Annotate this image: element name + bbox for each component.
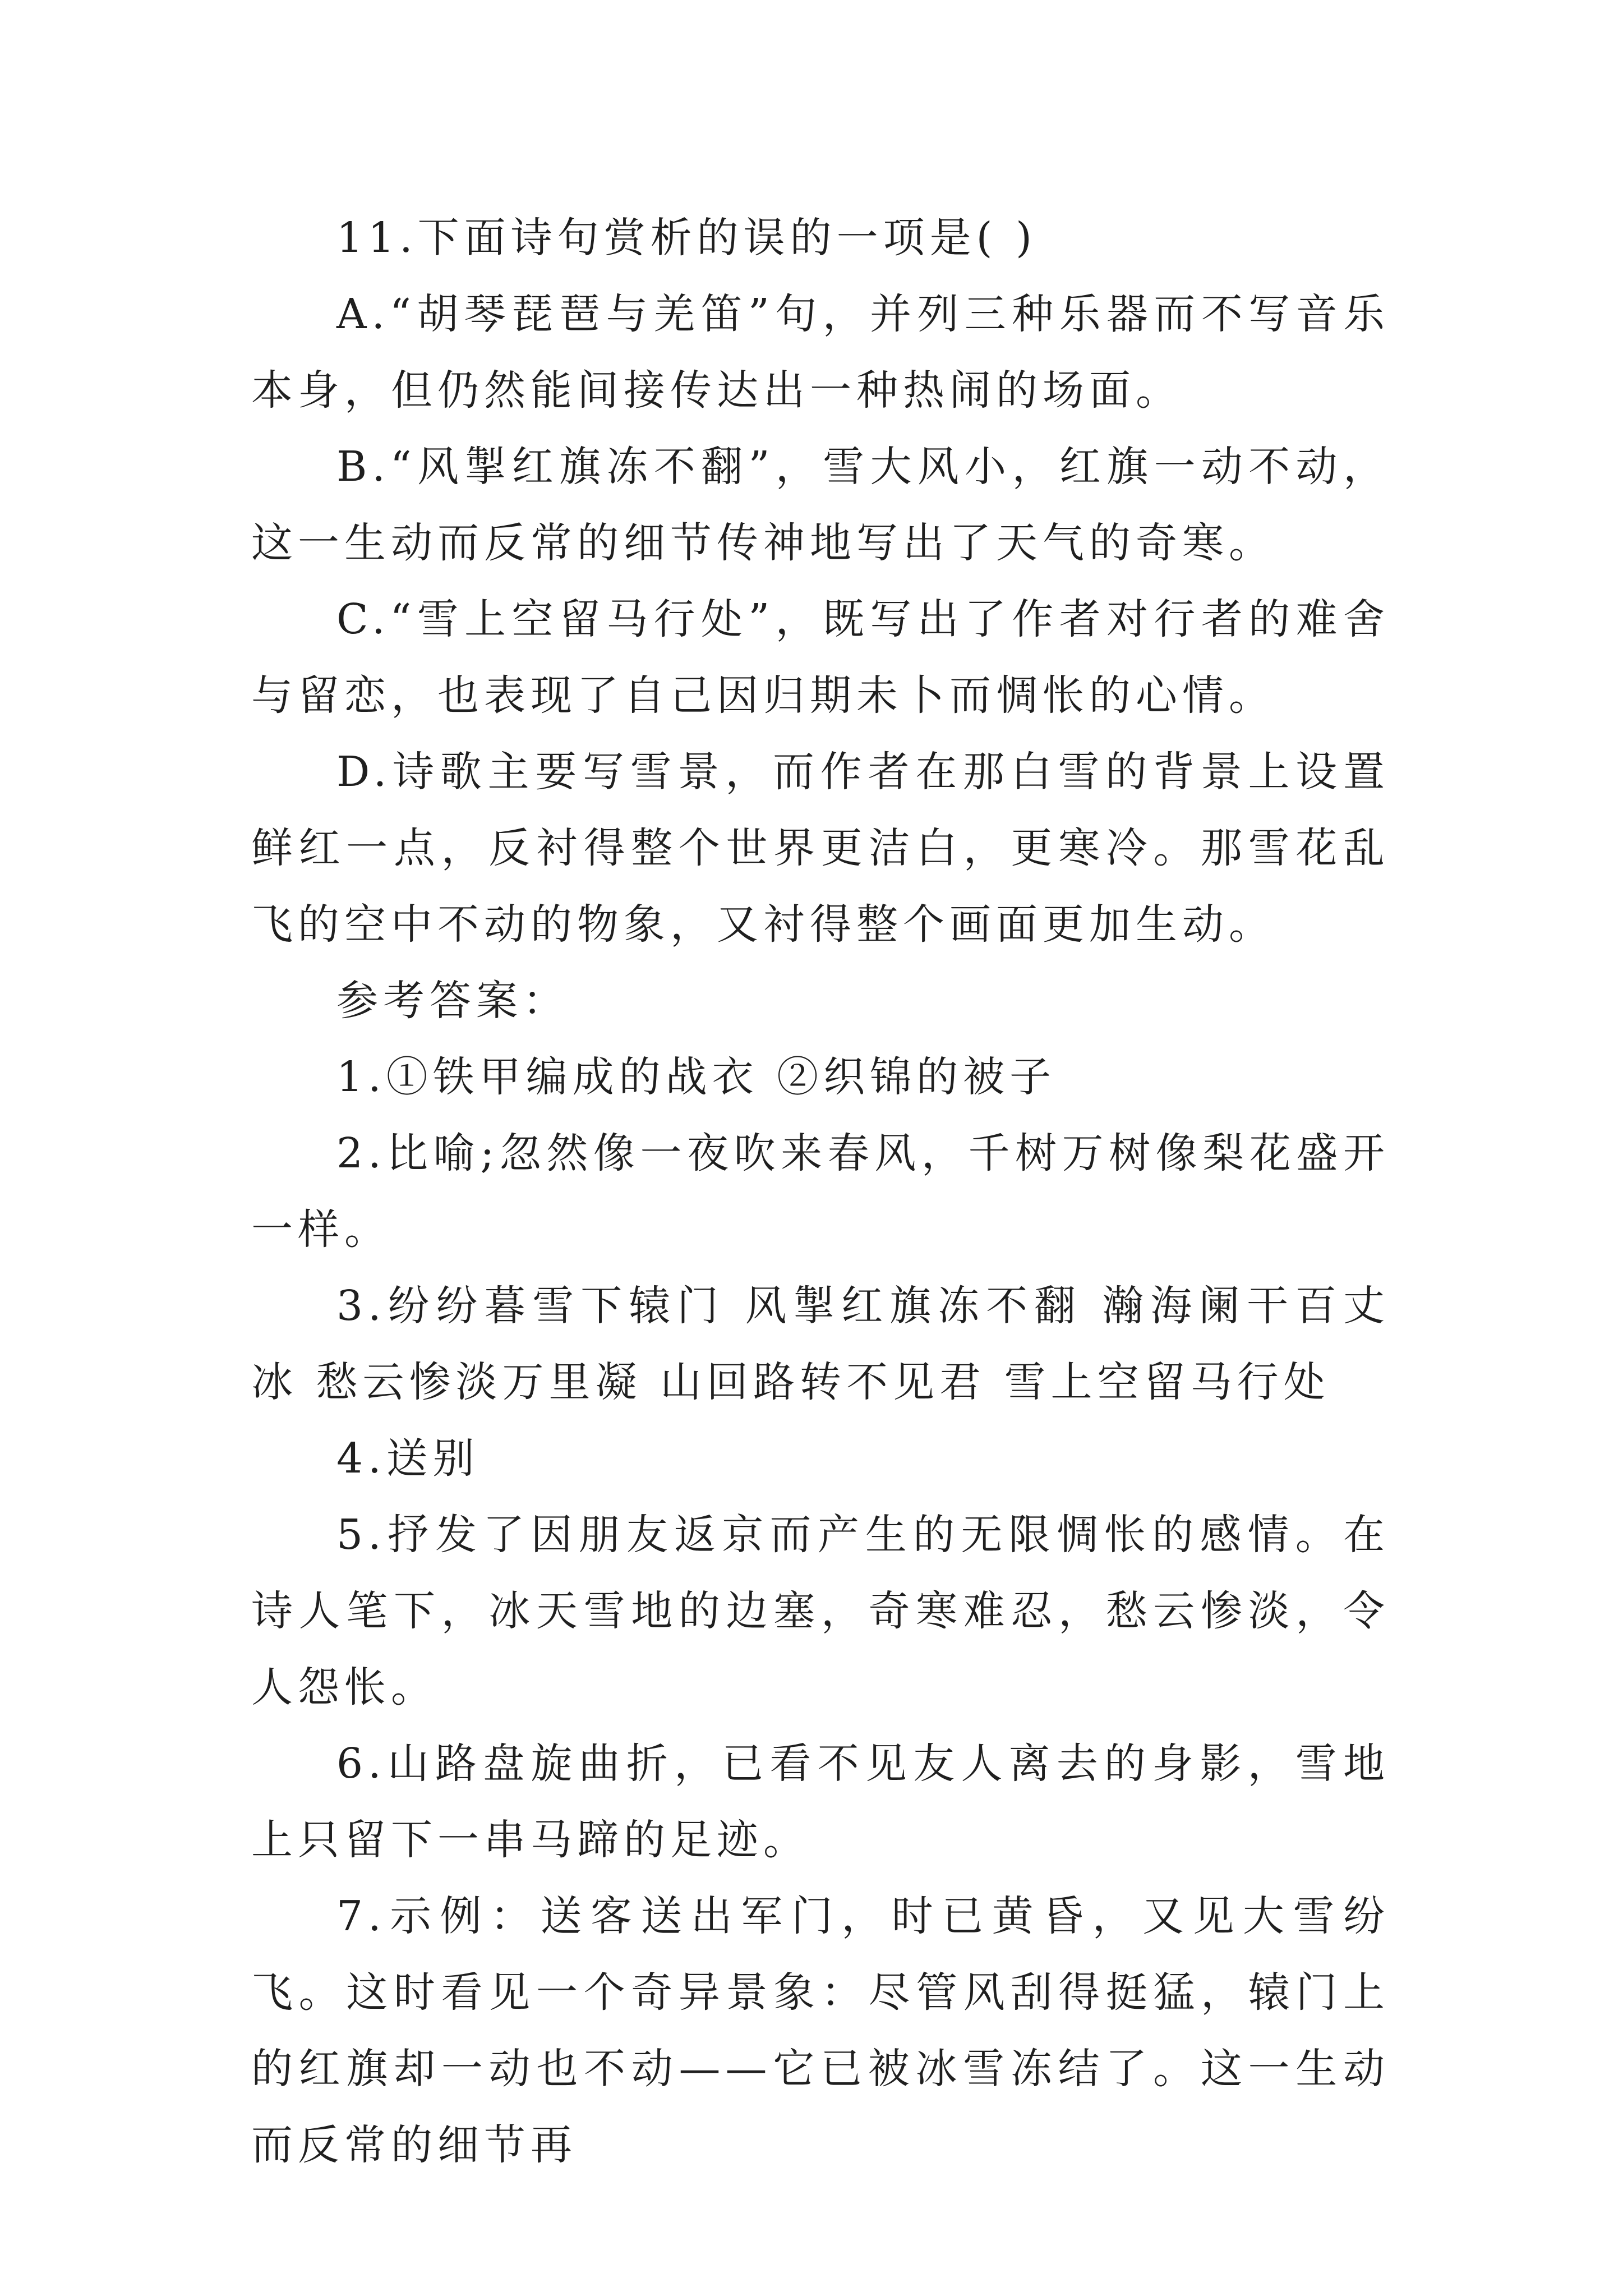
question-11-stem: 11.下面诗句赏析的误的一项是( ) (336, 214, 1037, 262)
answer-4: 4.送别 (336, 1434, 479, 1483)
option-c: C.“雪上空留马行处”，既写出了作者对行者的难舍与留恋，也表现了自己因归期未卜而惆怅的心情。 (251, 595, 1390, 720)
option-b: B.“风掣红旗冻不翻”，雪大风小，红旗一动不动，这一生动而反常的细节传神地写出了天气的奇寒。 (251, 443, 1390, 567)
answer-3: 3.纷纷暮雪下辕门 风掣红旗冻不翻 瀚海阑干百丈冰 愁云惨淡万里凝 山回路转不见君 雪上空留马行处 (251, 1282, 1390, 1406)
answer-2: 2.比喻;忽然像一夜吹来春风，千树万树像梨花盛开一样。 (251, 1129, 1390, 1254)
option-d: D.诗歌主要写雪景，而作者在那白雪的背景上设置鲜红一点，反衬得整个世界更洁白，更寒冷。那雪花乱飞的空中不动的物象，又衬得整个画面更加生动。 (251, 748, 1390, 949)
answer-key-heading: 参考答案： (336, 977, 569, 1025)
answer-7: 7.示例：送客送出军门，时已黄昏，又见大雪纷飞。这时看见一个奇异景象：尽管风刮得挺猛，辕门上的红旗却一动也不动——它已被冰雪冻结了。这一生动而反常的细节再 (251, 1892, 1390, 2169)
document-body (251, 200, 1390, 2183)
answer-1: 1.①铁甲编成的战衣 ②织锦的被子 (336, 1053, 1057, 1101)
answer-5: 5.抒发了因朋友返京而产生的无限惆怅的感情。在诗人笔下，冰天雪地的边塞，奇寒难忍，愁云惨淡，令人怨怅。 (251, 1511, 1390, 1711)
option-a: A.“胡琴琵琶与羌笛”句，并列三种乐器而不写音乐本身，但仍然能间接传达出一种热闹的场面。 (251, 290, 1390, 415)
answer-6: 6.山路盘旋曲折，已看不见友人离去的身影，雪地上只留下一串马蹄的足迹。 (251, 1740, 1390, 1864)
